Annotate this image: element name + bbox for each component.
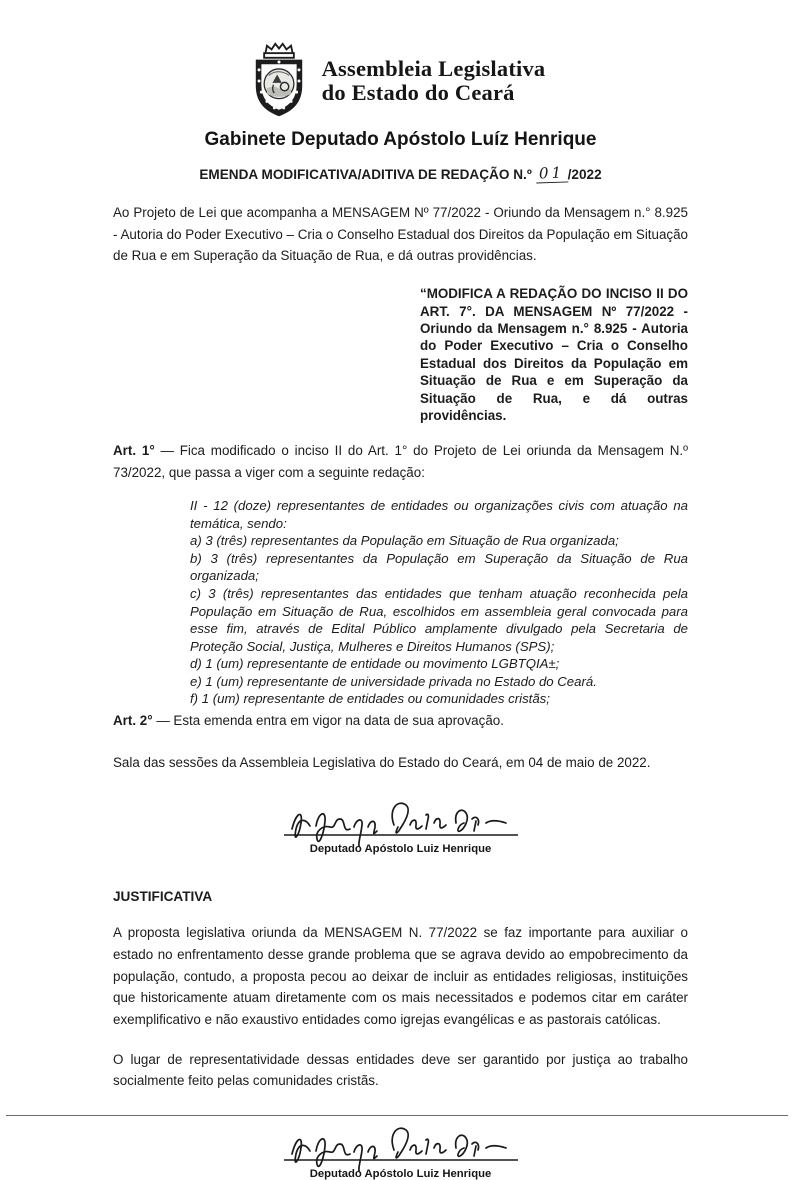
justification-heading: JUSTIFICATIVA bbox=[113, 889, 213, 905]
handwritten-amendment-number: 01 bbox=[535, 163, 568, 183]
org-name-line2: do Estado do Ceará bbox=[321, 80, 515, 105]
justification-paragraph-2: O lugar de representatividade dessas entidades deve ser garantido por justiça ao trabalho socialmente feito pelas comunidades cristãs. bbox=[113, 1051, 688, 1089]
list-item: f) 1 (um) representante de entidades ou comunidades cristãs; bbox=[190, 691, 550, 707]
signature-block-2 bbox=[266, 1114, 536, 1180]
ceara-coat-of-arms-icon bbox=[246, 42, 312, 120]
list-item: e) 1 (um) representante de universidade privada no Estado do Ceará. bbox=[190, 673, 597, 689]
list-item: d) 1 (um) representante de entidade ou movimento LGBTQIA±; bbox=[190, 656, 560, 672]
office-title: Gabinete Deputado Apóstolo Luíz Henrique bbox=[204, 129, 597, 150]
document-title-prefix: EMENDA MODIFICATIVA/ADITIVA DE REDAÇÃO N.º bbox=[199, 167, 536, 182]
place-and-date: Sala das sessões da Assembleia Legislativa do Estado do Ceará, em 04 de maio de 2022. bbox=[113, 754, 651, 770]
article-1-label: Art. 1° bbox=[113, 443, 155, 459]
justification-paragraph-1: A proposta legislativa oriunda da MENSAGEM N. 77/2022 se faz importante para auxiliar o estado no enfrentamento desse grande problema que se agrava devido ao empobrecimento da população, contudo, a proposta pecou ao deixar de incluir as entidades religiosas, instituições que historicamente atuam diretamente com os mais necessitados e podemos citar em caráter exemplificativo e não exaustivo entidades como igrejas evangélicas e as pastorais católicas. bbox=[113, 925, 688, 1028]
list-item: a) 3 (três) representantes da População em Situação de Rua organizada; bbox=[190, 533, 619, 549]
document-title-suffix: /2022 bbox=[567, 167, 602, 182]
article-2 bbox=[113, 710, 688, 732]
article-2-label: Art. 2° bbox=[113, 712, 153, 728]
intro-paragraph: Ao Projeto de Lei que acompanha a MENSAGEM Nº 77/2022 - Oriundo da Mensagem n.° 8.925 - Autoria do Poder Executivo – Cria o Conselho Estadual dos Direitos da População em Situação de Rua e em Superação da Situação de Rua, e dá outras providências. bbox=[113, 205, 688, 264]
list-item: b) 3 (três) representantes da População em Superação da Situação de Rua organizada; bbox=[190, 550, 688, 584]
signature-scribble-icon bbox=[276, 789, 526, 847]
article-2-text: — Esta emenda entra em vigor na data de sua aprovação. bbox=[152, 712, 504, 728]
article-1 bbox=[113, 440, 688, 483]
org-name bbox=[322, 57, 546, 106]
list-item: II - 12 (doze) representantes de entidades ou organizações civis com atuação na temática, sendo: bbox=[190, 498, 688, 531]
list-item: c) 3 (três) representantes das entidades que tenham atuação reconhecida pela População em Situação de Rua, escolhidos em assembleia geral convocada para esse fim, através de Edital Público amplamente divulgado pela Secretaria de Proteção Social, Justiça, Mulheres e Direitos Humanos (SPS); bbox=[190, 586, 688, 654]
page-bottom-rule bbox=[6, 1115, 788, 1116]
document-title bbox=[113, 165, 688, 184]
ementa-quote: “MODIFICA A REDAÇÃO DO INCISO II DO ART. 7°. DA MENSAGEM Nº 77/2022 - Oriundo da Mensagem n.° 8.925 - Autoria do Poder Executivo – Cria o Conselho Estadual dos Direitos da População em Situação de Rua e em Superação da Situação de Rua, e dá outras providências. bbox=[420, 286, 688, 424]
signatory-name: Deputado Apóstolo Luiz Henrique bbox=[309, 843, 492, 856]
letterhead bbox=[103, 42, 688, 120]
inciso-list bbox=[190, 497, 688, 708]
article-1-text: — Fica modificado o inciso II do Art. 1° do Projeto de Lei oriunda da Mensagem N.º 73/2022, que passa a viger com a seguinte redação: bbox=[113, 443, 688, 481]
signature-block-1 bbox=[266, 789, 536, 855]
signatory-name: Deputado Apóstolo Luiz Henrique bbox=[309, 1168, 492, 1180]
org-name-line1: Assembleia Legislativa bbox=[321, 55, 546, 81]
